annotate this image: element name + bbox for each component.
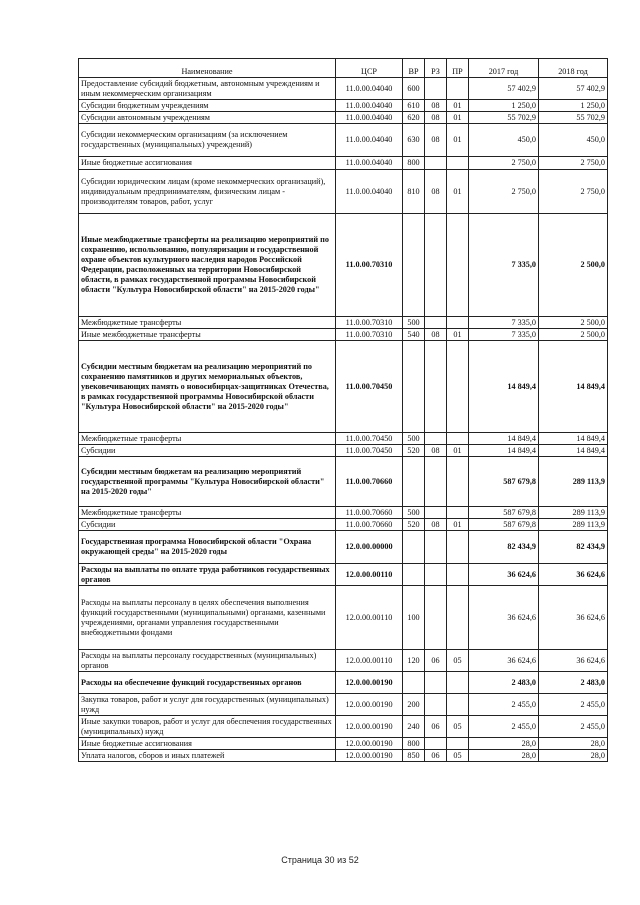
table-row [79,445,608,457]
cell-vr: 800 [403,157,425,170]
cell-vr [403,531,425,564]
cell-rz [425,457,447,507]
cell-pr: 01 [447,519,469,531]
header-csr: ЦСР [336,59,403,78]
cell-name: Иные закупки товаров, работ и услуг для обеспечения государственных (муниципальных) нужд [79,716,336,738]
cell-vr: 850 [403,750,425,762]
cell-pr: 01 [447,124,469,157]
cell-rz [425,738,447,750]
header-name: Наименование [79,59,336,78]
table-header-row [79,59,608,78]
cell-name: Межбюджетные трансферты [79,433,336,445]
cell-csr: 11.0.00.04040 [336,157,403,170]
cell-name: Иные бюджетные ассигнования [79,157,336,170]
cell-vr: 630 [403,124,425,157]
table-body [79,78,608,762]
table-row [79,100,608,112]
cell-csr: 11.0.00.70660 [336,507,403,519]
cell-name: Предоставление субсидий бюджетным, автономным учреждениям и иным некоммерческим организациям [79,78,336,100]
table-row [79,457,608,507]
cell-name: Расходы на выплаты по оплате труда работников государственных органов [79,564,336,586]
table-row [79,433,608,445]
cell-pr [447,457,469,507]
cell-pr [447,694,469,716]
table-row [79,78,608,100]
cell-name: Иные бюджетные ассигнования [79,738,336,750]
budget-table [78,58,608,762]
cell-rz [425,214,447,317]
cell-2017: 7 335,0 [469,214,539,317]
cell-2018: 82 434,9 [539,531,608,564]
cell-csr: 12.0.00.00110 [336,650,403,672]
cell-2017: 7 335,0 [469,329,539,341]
cell-rz: 06 [425,716,447,738]
cell-rz: 06 [425,650,447,672]
table-row [79,586,608,650]
cell-rz: 06 [425,750,447,762]
cell-pr [447,157,469,170]
cell-2018: 36 624,6 [539,564,608,586]
cell-2018: 2 500,0 [539,329,608,341]
cell-vr [403,672,425,694]
cell-2018: 2 455,0 [539,716,608,738]
header-pr: ПР [447,59,469,78]
cell-csr: 12.0.00.00190 [336,750,403,762]
cell-pr: 01 [447,100,469,112]
cell-vr: 500 [403,507,425,519]
table-row [79,750,608,762]
cell-2017: 2 483,0 [469,672,539,694]
cell-pr: 05 [447,650,469,672]
cell-name: Уплата налогов, сборов и иных платежей [79,750,336,762]
cell-vr: 200 [403,694,425,716]
cell-vr [403,214,425,317]
cell-pr [447,672,469,694]
cell-2017: 82 434,9 [469,531,539,564]
cell-vr: 810 [403,170,425,214]
cell-2017: 28,0 [469,750,539,762]
cell-vr: 800 [403,738,425,750]
cell-pr [447,531,469,564]
cell-csr: 11.0.00.04040 [336,112,403,124]
cell-2017: 55 702,9 [469,112,539,124]
cell-pr: 05 [447,750,469,762]
table-row [79,214,608,317]
table-row [79,564,608,586]
cell-name: Иные межбюджетные трансферты [79,329,336,341]
cell-name: Расходы на обеспечение функций государственных органов [79,672,336,694]
header-2018: 2018 год [539,59,608,78]
cell-csr: 12.0.00.00110 [336,564,403,586]
cell-csr: 12.0.00.00000 [336,531,403,564]
cell-name: Субсидии автономным учреждениям [79,112,336,124]
cell-2018: 2 483,0 [539,672,608,694]
cell-vr: 120 [403,650,425,672]
cell-csr: 11.0.00.70660 [336,519,403,531]
cell-2018: 2 750,0 [539,170,608,214]
cell-2017: 450,0 [469,124,539,157]
cell-2017: 2 750,0 [469,157,539,170]
cell-rz [425,564,447,586]
cell-2017: 587 679,8 [469,519,539,531]
cell-2018: 57 402,9 [539,78,608,100]
cell-rz: 08 [425,170,447,214]
cell-csr: 12.0.00.00190 [336,694,403,716]
cell-2018: 14 849,4 [539,445,608,457]
table-row [79,519,608,531]
cell-2017: 2 455,0 [469,694,539,716]
cell-2018: 1 250,0 [539,100,608,112]
cell-name: Расходы на выплаты персоналу государственных (муниципальных) органов [79,650,336,672]
cell-vr: 610 [403,100,425,112]
cell-csr: 11.0.00.70660 [336,457,403,507]
cell-name: Межбюджетные трансферты [79,317,336,329]
cell-vr: 620 [403,112,425,124]
cell-2017: 36 624,6 [469,564,539,586]
table-row [79,112,608,124]
cell-2018: 2 750,0 [539,157,608,170]
cell-csr: 12.0.00.00110 [336,586,403,650]
cell-2018: 14 849,4 [539,433,608,445]
cell-name: Государственная программа Новосибирской области "Охрана окружающей среды" на 2015-2020 годы [79,531,336,564]
cell-name: Субсидии [79,519,336,531]
table-row [79,672,608,694]
cell-2017: 28,0 [469,738,539,750]
table-row [79,694,608,716]
table-row [79,170,608,214]
cell-name: Межбюджетные трансферты [79,507,336,519]
cell-csr: 11.0.00.04040 [336,78,403,100]
table-row [79,507,608,519]
cell-2017: 2 455,0 [469,716,539,738]
cell-vr [403,457,425,507]
cell-2017: 14 849,4 [469,433,539,445]
cell-vr: 600 [403,78,425,100]
table-row [79,329,608,341]
cell-vr [403,341,425,433]
cell-csr: 11.0.00.70450 [336,445,403,457]
table-row [79,531,608,564]
cell-vr: 500 [403,317,425,329]
cell-vr: 240 [403,716,425,738]
table-row [79,124,608,157]
cell-vr: 500 [403,433,425,445]
table-row [79,716,608,738]
cell-rz [425,507,447,519]
cell-pr [447,317,469,329]
cell-2017: 36 624,6 [469,586,539,650]
cell-rz: 08 [425,519,447,531]
table-row [79,341,608,433]
cell-2018: 36 624,6 [539,586,608,650]
cell-2018: 289 113,9 [539,507,608,519]
cell-pr [447,341,469,433]
table-row [79,157,608,170]
cell-vr: 520 [403,445,425,457]
cell-csr: 12.0.00.00190 [336,672,403,694]
cell-2017: 587 679,8 [469,507,539,519]
cell-name: Субсидии некоммерческим организациям (за исключением государственных (муниципальных) учреждений) [79,124,336,157]
cell-rz [425,317,447,329]
header-vr: ВР [403,59,425,78]
cell-csr: 11.0.00.04040 [336,170,403,214]
cell-rz [425,341,447,433]
cell-name: Субсидии [79,445,336,457]
cell-csr: 12.0.00.00190 [336,738,403,750]
cell-csr: 11.0.00.70310 [336,317,403,329]
cell-2017: 2 750,0 [469,170,539,214]
cell-pr [447,586,469,650]
page-number: Страница 30 из 52 [281,855,359,865]
table-row [79,317,608,329]
header-rz: РЗ [425,59,447,78]
cell-pr: 01 [447,112,469,124]
cell-rz: 08 [425,100,447,112]
cell-2018: 450,0 [539,124,608,157]
cell-name: Закупка товаров, работ и услуг для государственных (муниципальных) нужд [79,694,336,716]
cell-rz [425,672,447,694]
cell-2017: 36 624,6 [469,650,539,672]
cell-rz: 08 [425,445,447,457]
cell-pr: 01 [447,329,469,341]
cell-csr: 11.0.00.70450 [336,341,403,433]
cell-2017: 7 335,0 [469,317,539,329]
cell-rz [425,78,447,100]
cell-2018: 36 624,6 [539,650,608,672]
cell-vr: 520 [403,519,425,531]
cell-2018: 28,0 [539,738,608,750]
cell-name: Субсидии местным бюджетам на реализацию мероприятий по сохранению памятников и других мемориальных объектов, увековечивающих память о новосибирцах-защитниках Отечества, в рамках государственной программы Новосибирской области "Культура Новосибирской области" на 2015-2020 годы" [79,341,336,433]
cell-2018: 289 113,9 [539,519,608,531]
cell-name: Субсидии юридическим лицам (кроме некоммерческих организаций), индивидуальным предпринимателям, физическим лицам - производителям товаров, работ, услуг [79,170,336,214]
cell-rz [425,694,447,716]
header-2017: 2017 год [469,59,539,78]
cell-rz [425,433,447,445]
cell-vr: 100 [403,586,425,650]
cell-2018: 55 702,9 [539,112,608,124]
cell-pr [447,738,469,750]
table-row [79,650,608,672]
cell-csr: 12.0.00.00190 [336,716,403,738]
cell-csr: 11.0.00.04040 [336,100,403,112]
cell-name: Субсидии местным бюджетам на реализацию мероприятий государственной программы "Культура Новосибирской области" на 2015-2020 годы" [79,457,336,507]
cell-csr: 11.0.00.70310 [336,214,403,317]
cell-name: Субсидии бюджетным учреждениям [79,100,336,112]
cell-pr [447,564,469,586]
cell-pr [447,433,469,445]
cell-rz: 08 [425,112,447,124]
cell-pr [447,214,469,317]
cell-rz: 08 [425,124,447,157]
cell-2018: 2 500,0 [539,317,608,329]
cell-2018: 2 500,0 [539,214,608,317]
cell-2017: 14 849,4 [469,445,539,457]
cell-2018: 2 455,0 [539,694,608,716]
cell-pr: 01 [447,445,469,457]
cell-2018: 28,0 [539,750,608,762]
cell-2018: 289 113,9 [539,457,608,507]
cell-rz: 08 [425,329,447,341]
cell-2017: 14 849,4 [469,341,539,433]
cell-2017: 587 679,8 [469,457,539,507]
cell-vr [403,564,425,586]
cell-name: Расходы на выплаты персоналу в целях обеспечения выполнения функций государственными (муниципальными) органами, казенными учреждениями, органами управления государственными внебюджетными фондами [79,586,336,650]
cell-csr: 11.0.00.70310 [336,329,403,341]
cell-2017: 57 402,9 [469,78,539,100]
cell-rz [425,531,447,564]
cell-pr: 05 [447,716,469,738]
cell-2017: 1 250,0 [469,100,539,112]
cell-pr [447,78,469,100]
cell-vr: 540 [403,329,425,341]
cell-2018: 14 849,4 [539,341,608,433]
table-row [79,738,608,750]
cell-csr: 11.0.00.70450 [336,433,403,445]
cell-name: Иные межбюджетные трансферты на реализацию мероприятий по сохранению, использованию, популяризации и государственной охране объектов культурного наследия народов Российской Федерации, расположенных на территории Новосибирской области, в рамках государственной программы Новосибирской области "Культура Новосибирской области" на 2015-2020 годы" [79,214,336,317]
cell-csr: 11.0.00.04040 [336,124,403,157]
cell-pr: 01 [447,170,469,214]
cell-rz [425,586,447,650]
cell-rz [425,157,447,170]
cell-pr [447,507,469,519]
